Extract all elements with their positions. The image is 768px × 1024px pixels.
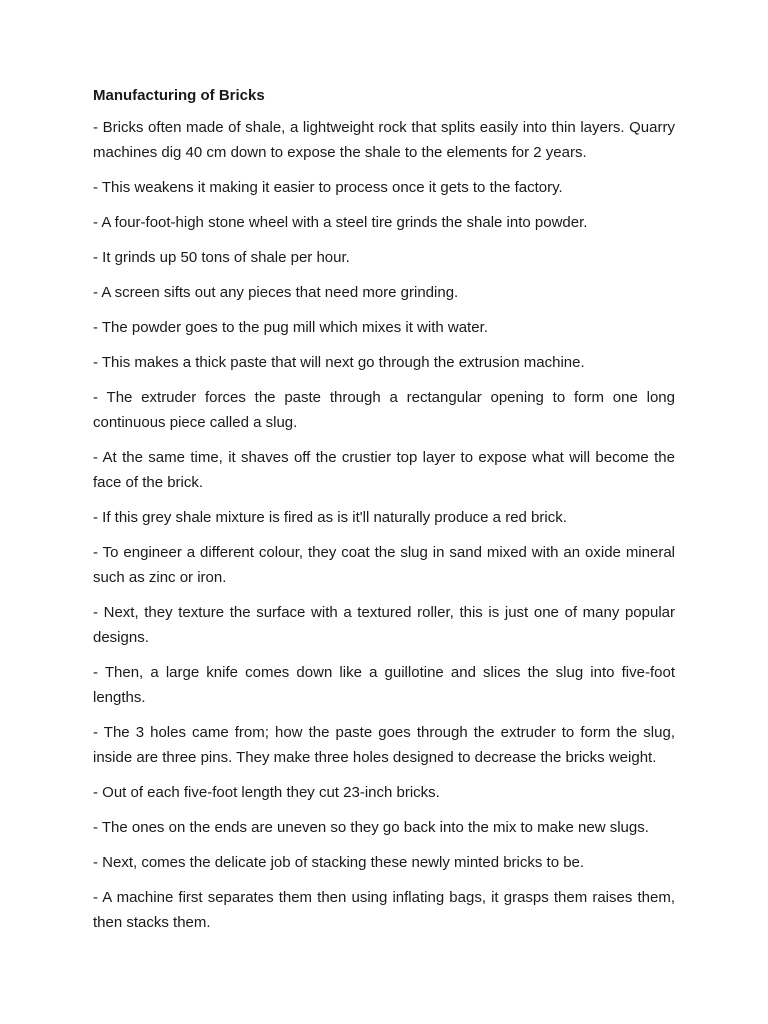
paragraph: - The powder goes to the pug mill which mixes it with water. xyxy=(93,319,488,336)
paragraph: - The ones on the ends are uneven so they go back into the mix to make new slugs. xyxy=(93,819,649,836)
paragraph: - Next, comes the delicate job of stacking these newly minted bricks to be. xyxy=(93,854,585,871)
paragraph: - It grinds up 50 tons of shale per hour. xyxy=(93,249,350,266)
paragraph: - Next, they texture the surface with a textured roller, this is just one of many popular designs. xyxy=(93,604,675,646)
paragraph: - To engineer a different colour, they coat the slug in sand mixed with an oxide mineral such as zinc or iron. xyxy=(93,544,675,586)
paragraph: - This weakens it making it easier to process once it gets to the factory. xyxy=(93,179,563,196)
paragraph: - Out of each five-foot length they cut 23-inch bricks. xyxy=(93,784,440,801)
paragraph: - A machine first separates them then using inflating bags, it grasps them raises them, then stacks them. xyxy=(93,889,675,931)
document-page xyxy=(93,86,675,945)
paragraph: - The extruder forces the paste through a rectangular opening to form one long continuous piece called a slug. xyxy=(93,389,675,431)
paragraph: - The 3 holes came from; how the paste goes through the extruder to form the slug, inside are three pins. They make three holes designed to decrease the bricks weight. xyxy=(93,724,675,766)
paragraph: - If this grey shale mixture is fired as is it'll naturally produce a red brick. xyxy=(93,509,567,526)
paragraph: - Then, a large knife comes down like a guillotine and slices the slug into five-foot lengths. xyxy=(93,664,675,706)
paragraph: - At the same time, it shaves off the crustier top layer to expose what will become the face of the brick. xyxy=(93,449,675,491)
document-title: Manufacturing of Bricks xyxy=(93,87,265,104)
paragraph: - A four-foot-high stone wheel with a steel tire grinds the shale into powder. xyxy=(93,214,588,231)
paragraph: - Bricks often made of shale, a lightweight rock that splits easily into thin layers. Quarry machines dig 40 cm down to expose the shale to the elements for 2 years. xyxy=(93,119,675,161)
paragraph: - A screen sifts out any pieces that need more grinding. xyxy=(93,284,459,301)
paragraph: - This makes a thick paste that will next go through the extrusion machine. xyxy=(93,354,585,371)
